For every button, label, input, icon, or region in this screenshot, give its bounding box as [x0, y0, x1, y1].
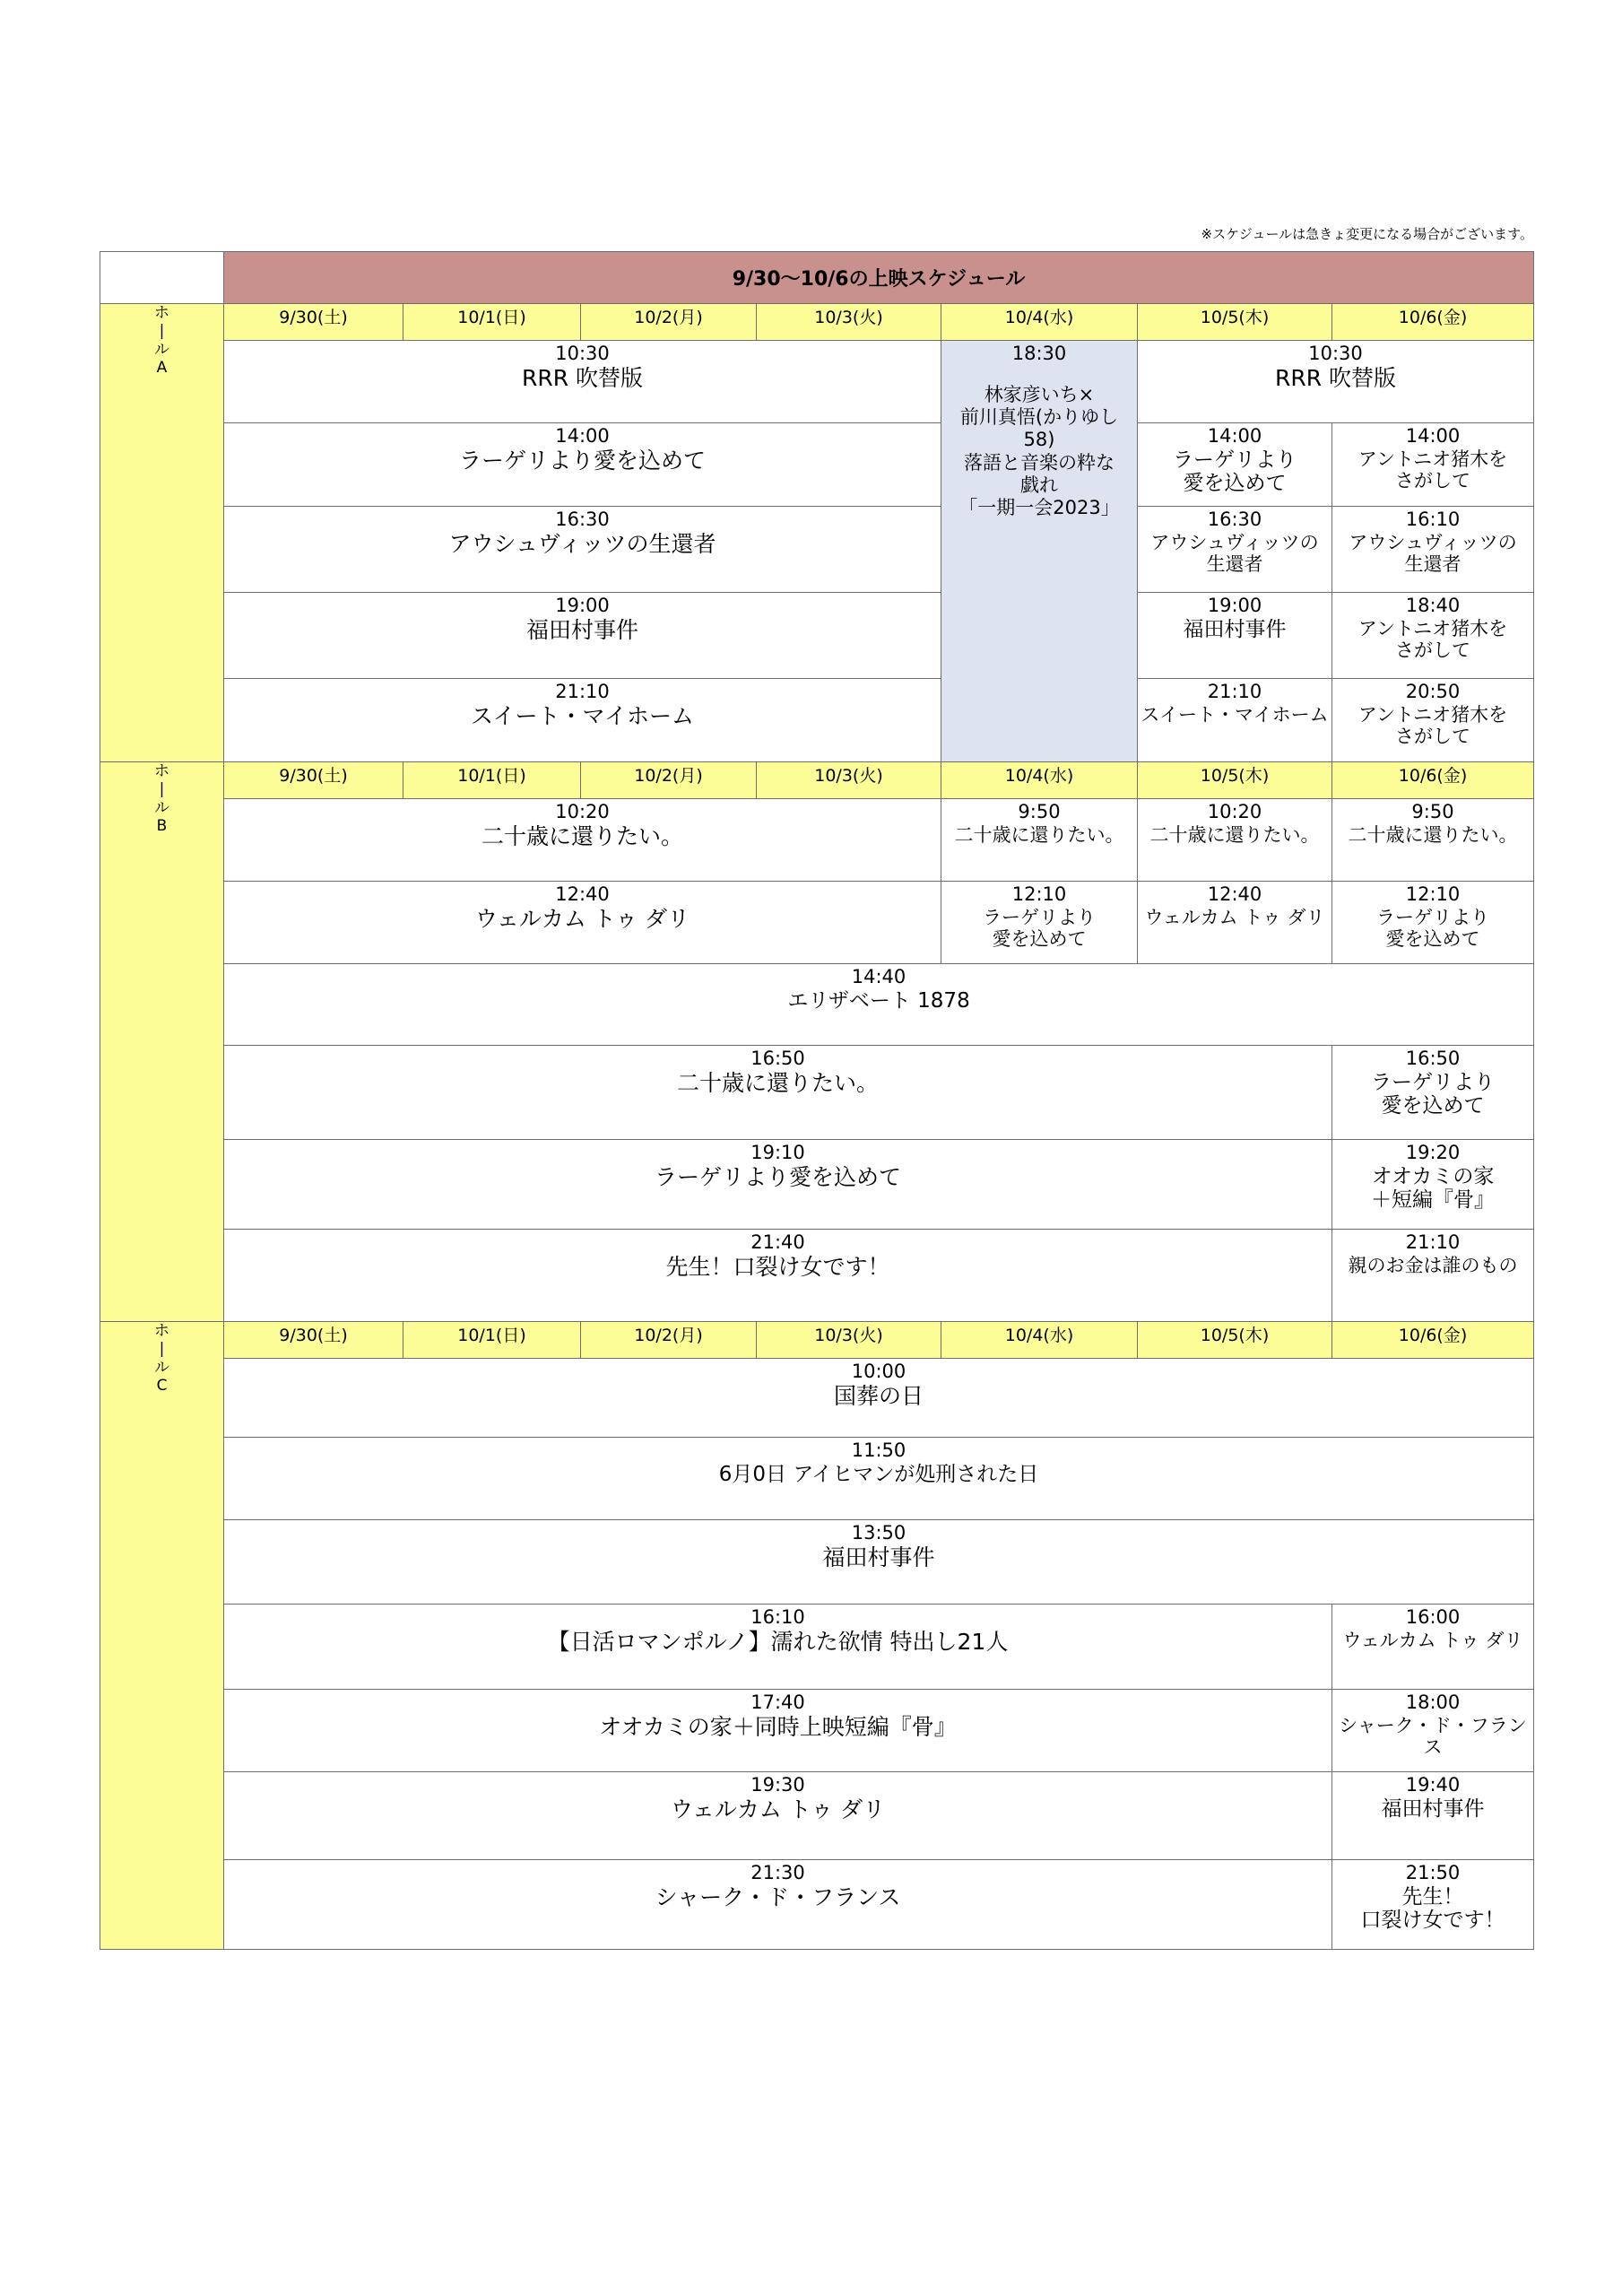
showtime-cell: 12:40 ウェルカム トゥ ダリ [224, 882, 941, 964]
showtime-cell: 21:50 先生！ 口裂け女です！ [1332, 1860, 1534, 1950]
showtime-cell: 18:00 シャーク・ド・フランス [1332, 1690, 1534, 1772]
showtime-cell: 14:40 エリザベート 1878 [224, 964, 1534, 1046]
showtime-cell: 16:50 ラーゲリより 愛を込めて [1332, 1046, 1534, 1140]
date-header: 10/1(日) [403, 762, 581, 799]
date-header: 10/4(水) [941, 762, 1138, 799]
date-header: 10/1(日) [403, 1322, 581, 1359]
date-header: 10/2(月) [581, 304, 757, 341]
schedule-change-note: ※スケジュールは急きょ変更になる場合がございます。 [1201, 226, 1533, 242]
date-header: 10/1(日) [403, 304, 581, 341]
showtime-cell: 12:40 ウェルカム トゥ ダリ [1138, 882, 1332, 964]
date-header: 10/3(火) [757, 1322, 941, 1359]
date-header: 10/6(金) [1332, 304, 1534, 341]
date-header: 9/30(土) [224, 304, 403, 341]
showtime-cell: 16:50 二十歳に還りたい。 [224, 1046, 1332, 1140]
showtime-cell: 14:00 ラーゲリより 愛を込めて [1138, 423, 1332, 507]
date-header: 10/6(金) [1332, 1322, 1534, 1359]
showtime-cell: 19:20 オオカミの家 ＋短編『骨』 [1332, 1140, 1534, 1230]
showtime-cell: 10:30 RRR 吹替版 [1138, 341, 1534, 423]
showtime-cell: 18:40 アントニオ猪木を さがして [1332, 593, 1534, 679]
showtime-cell: 16:10 【日活ロマンポルノ】濡れた欲情 特出し21人 [224, 1605, 1332, 1690]
date-header: 10/5(木) [1138, 304, 1332, 341]
showtime-cell: 19:30 ウェルカム トゥ ダリ [224, 1772, 1332, 1860]
date-header: 10/4(水) [941, 304, 1138, 341]
hall-c-label: ホ | ル C [100, 1322, 224, 1950]
showtime-cell: 16:30 アウシュヴィッツの生還者 [224, 507, 941, 593]
showtime-cell: 19:40 福田村事件 [1332, 1772, 1534, 1860]
date-header: 10/4(水) [941, 1322, 1138, 1359]
showtime-cell: 16:30 アウシュヴィッツの 生還者 [1138, 507, 1332, 593]
showtime-cell: 9:50 二十歳に還りたい。 [941, 799, 1138, 882]
showtime-cell: 21:40 先生！口裂け女です！ [224, 1230, 1332, 1322]
showtime-cell: 16:10 アウシュヴィッツの 生還者 [1332, 507, 1534, 593]
showtime-cell: 12:10 ラーゲリより 愛を込めて [941, 882, 1138, 964]
showtime-cell: 10:20 二十歳に還りたい。 [224, 799, 941, 882]
showtime-cell: 10:20 二十歳に還りたい。 [1138, 799, 1332, 882]
showtime-cell: 12:10 ラーゲリより 愛を込めて [1332, 882, 1534, 964]
schedule-title: 9/30〜10/6の上映スケジュール [224, 252, 1534, 304]
date-header: 10/2(月) [581, 1322, 757, 1359]
showtime-cell: 19:00 福田村事件 [1138, 593, 1332, 679]
date-header: 10/2(月) [581, 762, 757, 799]
schedule-table [100, 251, 1534, 1950]
table-corner [100, 252, 224, 304]
showtime-cell: 21:10 スイート・マイホーム [1138, 679, 1332, 762]
showtime-cell: 21:10 スイート・マイホーム [224, 679, 941, 762]
hall-a-label: ホ | ル A [100, 304, 224, 762]
showtime-cell: 19:10 ラーゲリより愛を込めて [224, 1140, 1332, 1230]
showtime-cell: 11:50 6月0日 アイヒマンが処刑された日 [224, 1438, 1534, 1520]
showtime-cell: 9:50 二十歳に還りたい。 [1332, 799, 1534, 882]
date-header: 10/3(火) [757, 762, 941, 799]
showtime-cell: 10:30 RRR 吹替版 [224, 341, 941, 423]
showtime-cell: 20:50 アントニオ猪木を さがして [1332, 679, 1534, 762]
date-header: 10/6(金) [1332, 762, 1534, 799]
showtime-cell: 10:00 国葬の日 [224, 1359, 1534, 1438]
date-header: 10/5(木) [1138, 762, 1332, 799]
date-header: 9/30(土) [224, 762, 403, 799]
showtime-cell: 21:10 親のお金は誰のもの [1332, 1230, 1534, 1322]
date-header: 10/5(木) [1138, 1322, 1332, 1359]
showtime-cell: 17:40 オオカミの家＋同時上映短編『骨』 [224, 1690, 1332, 1772]
date-header: 9/30(土) [224, 1322, 403, 1359]
showtime-cell: 21:30 シャーク・ド・フランス [224, 1860, 1332, 1950]
showtime-cell: 14:00 ラーゲリより愛を込めて [224, 423, 941, 507]
showtime-cell: 13:50 福田村事件 [224, 1520, 1534, 1605]
showtime-cell: 16:00 ウェルカム トゥ ダリ [1332, 1605, 1534, 1690]
showtime-cell: 19:00 福田村事件 [224, 593, 941, 679]
showtime-cell: 14:00 アントニオ猪木を さがして [1332, 423, 1534, 507]
hall-b-label: ホ | ル B [100, 762, 224, 1322]
special-event-cell: 18:30 林家彦いち× 前川真悟(かりゆし 58) 落語と音楽の粋な 戯れ 「一期一会2023」 [941, 341, 1138, 762]
date-header: 10/3(火) [757, 304, 941, 341]
